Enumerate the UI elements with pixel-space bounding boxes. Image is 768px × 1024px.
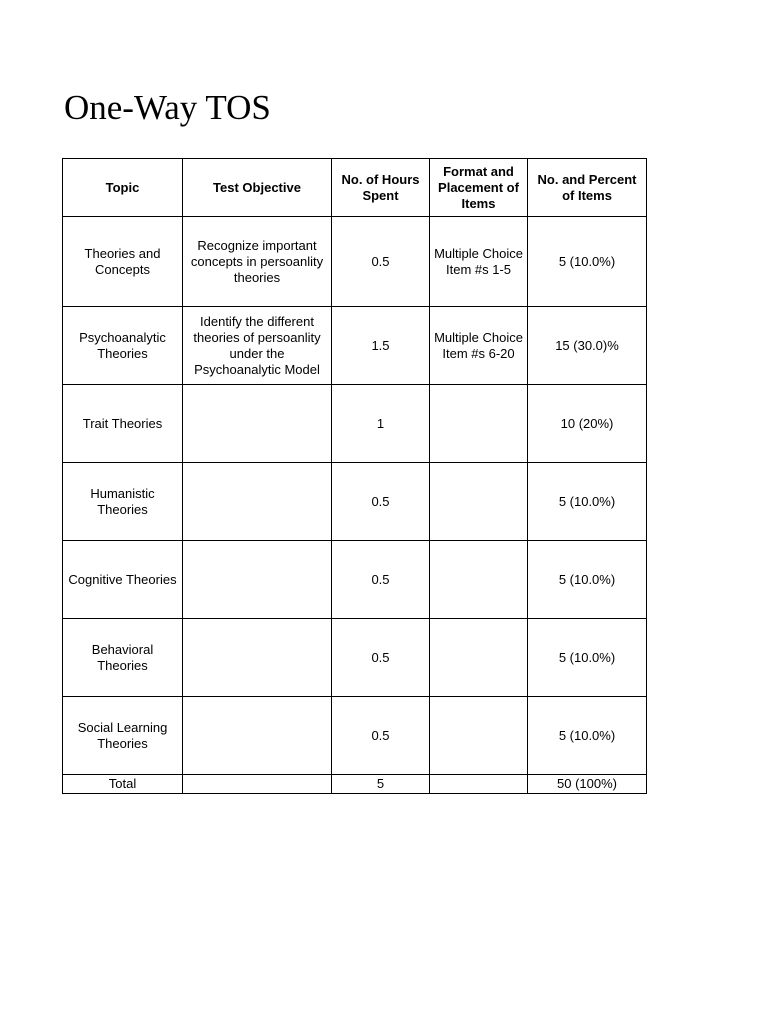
cell-hours: 0.5 [332,217,430,307]
cell-objective: Identify the different theories of persoanlity under the Psychoanalytic Model [183,307,332,385]
cell-hours: 1.5 [332,307,430,385]
cell-topic: Cognitive Theories [63,541,183,619]
cell-objective: Recognize important concepts in persoanlity theories [183,217,332,307]
table-row [63,217,647,307]
total-items: 50 (100%) [528,775,647,794]
cell-hours: 0.5 [332,463,430,541]
cell-topic: Psychoanalytic Theories [63,307,183,385]
cell-hours: 1 [332,385,430,463]
header-test-objective: Test Objective [183,159,332,217]
cell-format [430,697,528,775]
cell-objective [183,697,332,775]
table-row [63,463,647,541]
total-row [63,775,647,794]
table-row [63,697,647,775]
page-title: One-Way TOS [64,88,271,127]
cell-objective [183,385,332,463]
total-objective [183,775,332,794]
cell-hours: 0.5 [332,541,430,619]
cell-format [430,619,528,697]
header-number-percent: No. and Percent of Items [528,159,647,217]
cell-topic: Theories and Concepts [63,217,183,307]
header-hours-spent: No. of Hours Spent [332,159,430,217]
cell-format: Multiple Choice Item #s 6-20 [430,307,528,385]
cell-items: 5 (10.0%) [528,541,647,619]
table-row [63,385,647,463]
header-format-placement: Format and Placement of Items [430,159,528,217]
cell-objective [183,619,332,697]
total-format [430,775,528,794]
cell-format [430,463,528,541]
tos-table [62,158,647,794]
table-row [63,307,647,385]
header-topic: Topic [63,159,183,217]
table-row [63,619,647,697]
cell-items: 5 (10.0%) [528,697,647,775]
cell-items: 15 (30.0)% [528,307,647,385]
cell-topic: Humanistic Theories [63,463,183,541]
cell-hours: 0.5 [332,697,430,775]
cell-items: 10 (20%) [528,385,647,463]
table-row [63,541,647,619]
cell-format: Multiple Choice Item #s 1-5 [430,217,528,307]
cell-items: 5 (10.0%) [528,217,647,307]
cell-objective [183,463,332,541]
cell-format [430,385,528,463]
total-label: Total [63,775,183,794]
cell-objective [183,541,332,619]
cell-items: 5 (10.0%) [528,463,647,541]
cell-topic: Trait Theories [63,385,183,463]
cell-topic: Social Learning Theories [63,697,183,775]
cell-format [430,541,528,619]
total-hours: 5 [332,775,430,794]
cell-items: 5 (10.0%) [528,619,647,697]
cell-hours: 0.5 [332,619,430,697]
cell-topic: Behavioral Theories [63,619,183,697]
table-header-row [63,159,647,217]
